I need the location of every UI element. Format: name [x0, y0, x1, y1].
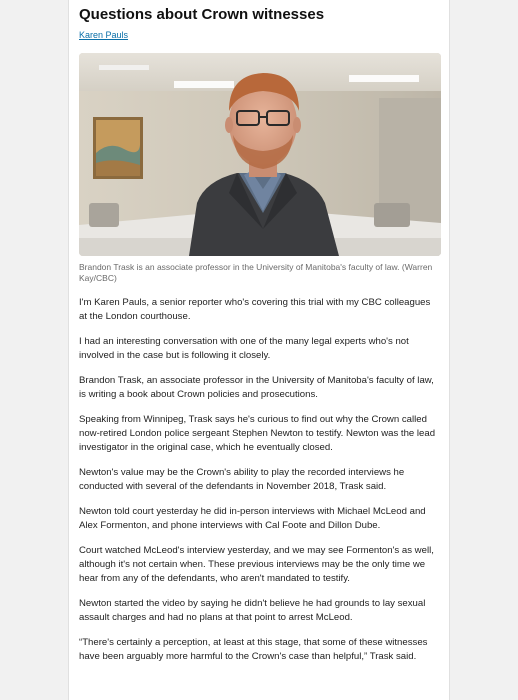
paragraph: I had an interesting conversation with one of the many legal experts who's not involved in the case but is following it closely.	[79, 336, 409, 361]
article-photo	[79, 53, 441, 256]
article-headline: Questions about Crown witnesses	[79, 6, 325, 23]
paragraph: Speaking from Winnipeg, Trask says he's curious to find out why the Crown called now-retired London police sergeant Stephen Newton to testify. Newton was the lead investigator in the original case, which he eventually closed.	[79, 414, 436, 453]
article-body	[79, 296, 439, 664]
photo-caption: Brandon Trask is an associate professor in the University of Manitoba's faculty of law. (Warren Kay/CBC)	[79, 262, 433, 283]
paragraph: Brandon Trask, an associate professor in the University of Manitoba's faculty of law, is writing a book about Crown policies and prosecutions.	[79, 375, 434, 400]
paragraph: I'm Karen Pauls, a senior reporter who's covering this trial with my CBC colleagues at the London courthouse.	[79, 297, 431, 322]
paragraph: Newton's value may be the Crown's ability to play the recorded interviews he conducted with several of the defendants in November 2018, Trask said.	[79, 467, 405, 492]
author-link[interactable]: Karen Pauls	[79, 30, 129, 40]
paragraph: Newton started the video by saying he didn't believe he had grounds to lay sexual assault charges and had no plans at that point to arrest McLeod.	[79, 598, 426, 623]
paragraph: “There's certainly a perception, at least at this stage, that some of these witnesses have been arguably more harmful to the Crown's case than helpful,” Trask said.	[79, 637, 428, 662]
article-card	[68, 0, 450, 700]
paragraph: Newton told court yesterday he did in-person interviews with Michael McLeod and Alex Formenton, and phone interviews with Cal Foote and Dillon Dube.	[79, 506, 426, 531]
paragraph: Court watched McLeod's interview yesterday, and we may see Formenton's as well, although it's not certain when. These previous interviews may be the only time we hear from any of the defendants, who aren't mandated to testify.	[79, 545, 434, 584]
